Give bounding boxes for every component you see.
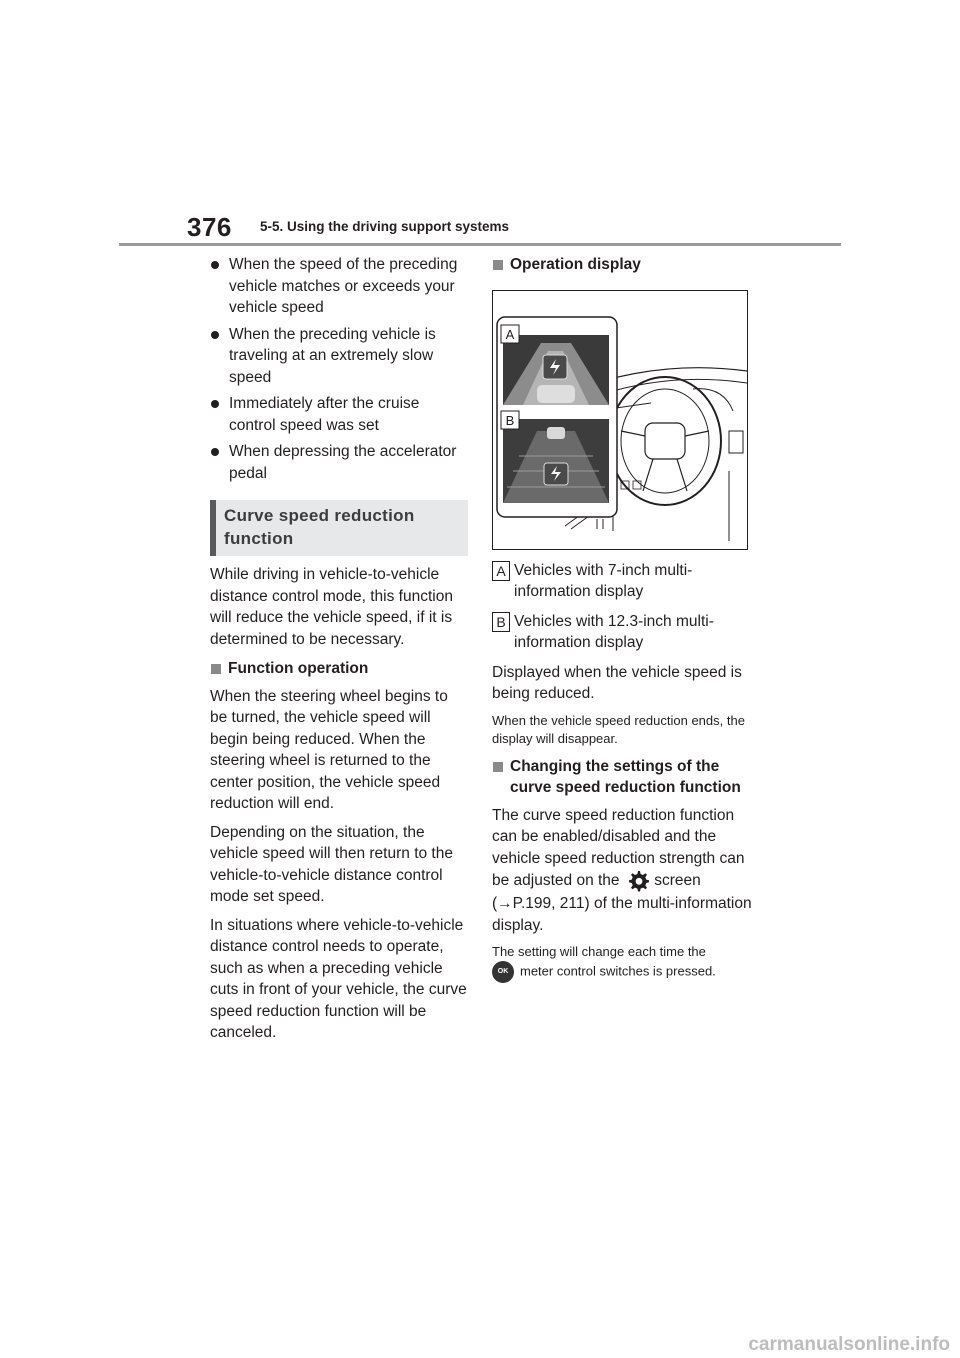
watermark: carmanualsonline.info bbox=[748, 1334, 950, 1355]
section-title: 5-5. Using the driving support systems bbox=[260, 219, 510, 234]
dashboard-illustration bbox=[493, 291, 747, 549]
left-column bbox=[210, 254, 468, 1051]
displayed-text: Displayed when the vehicle speed is being reduced. bbox=[492, 663, 742, 702]
bullet-dot-icon bbox=[211, 261, 219, 269]
gear-icon bbox=[626, 869, 650, 893]
subheading-settings: Changing the settings of the curve speed reduction function bbox=[492, 756, 752, 799]
square-bullet-icon bbox=[211, 664, 221, 674]
operation-display-figure bbox=[492, 290, 748, 550]
section-heading: Curve speed reduction function bbox=[210, 500, 468, 556]
square-bullet-icon bbox=[493, 260, 503, 270]
setting-note: The setting will change each time the OK meter control switches is pressed. bbox=[492, 943, 752, 983]
bullet-dot-icon bbox=[211, 331, 219, 339]
header-divider bbox=[119, 243, 841, 246]
bullet-item: When depressing the accelerator pedal bbox=[210, 441, 468, 484]
bullet-item: Immediately after the cruise control speed was set bbox=[210, 393, 468, 436]
subheading-function-operation: Function operation bbox=[210, 658, 468, 680]
settings-paragraph: The curve speed reduction function can be enabled/disabled and the vehicle speed reduction strength can be adjusted on the screen (→P.199, 211) of the multi-information display. bbox=[492, 806, 752, 934]
callout-a: A Vehicles with 7-inch multi-information display bbox=[492, 560, 752, 603]
square-bullet-icon bbox=[493, 762, 503, 772]
callout-b: B Vehicles with 12.3-inch multi-information display bbox=[492, 611, 752, 654]
paragraph: In situations where vehicle-to-vehicle distance control needs to operate, such as when a preceding vehicle cuts in front of your vehicle, the curve speed reduction function will be canceled. bbox=[210, 916, 467, 1041]
page-number: 376 bbox=[187, 212, 232, 242]
figure-label-a: A bbox=[505, 326, 515, 342]
right-column bbox=[492, 254, 752, 991]
ok-button-icon: OK bbox=[492, 961, 514, 983]
bullet-dot-icon bbox=[211, 400, 219, 408]
small-note: When the vehicle speed reduction ends, the display will disappear. bbox=[492, 712, 745, 746]
intro-paragraph: While driving in vehicle-to-vehicle distance control mode, this function will reduce the vehicle speed, if it is determined to be necessary. bbox=[210, 566, 453, 648]
callout-label: A bbox=[492, 561, 510, 581]
bullet-item: When the preceding vehicle is traveling at an extremely slow speed bbox=[210, 324, 468, 389]
paragraph: When the steering wheel begins to be turned, the vehicle speed will begin being reduced. When the steering wheel is returned to the center position, the vehicle speed reduction will end. bbox=[210, 687, 448, 812]
paragraph: Depending on the situation, the vehicle speed will then return to the vehicle-to-vehicle distance control mode set speed. bbox=[210, 823, 453, 905]
callout-label: B bbox=[492, 612, 510, 632]
bullet-item: When the speed of the preceding vehicle matches or exceeds your vehicle speed bbox=[210, 254, 468, 319]
bullet-dot-icon bbox=[211, 448, 219, 456]
subheading-operation-display: Operation display bbox=[492, 254, 752, 276]
figure-label-b: B bbox=[505, 412, 515, 428]
